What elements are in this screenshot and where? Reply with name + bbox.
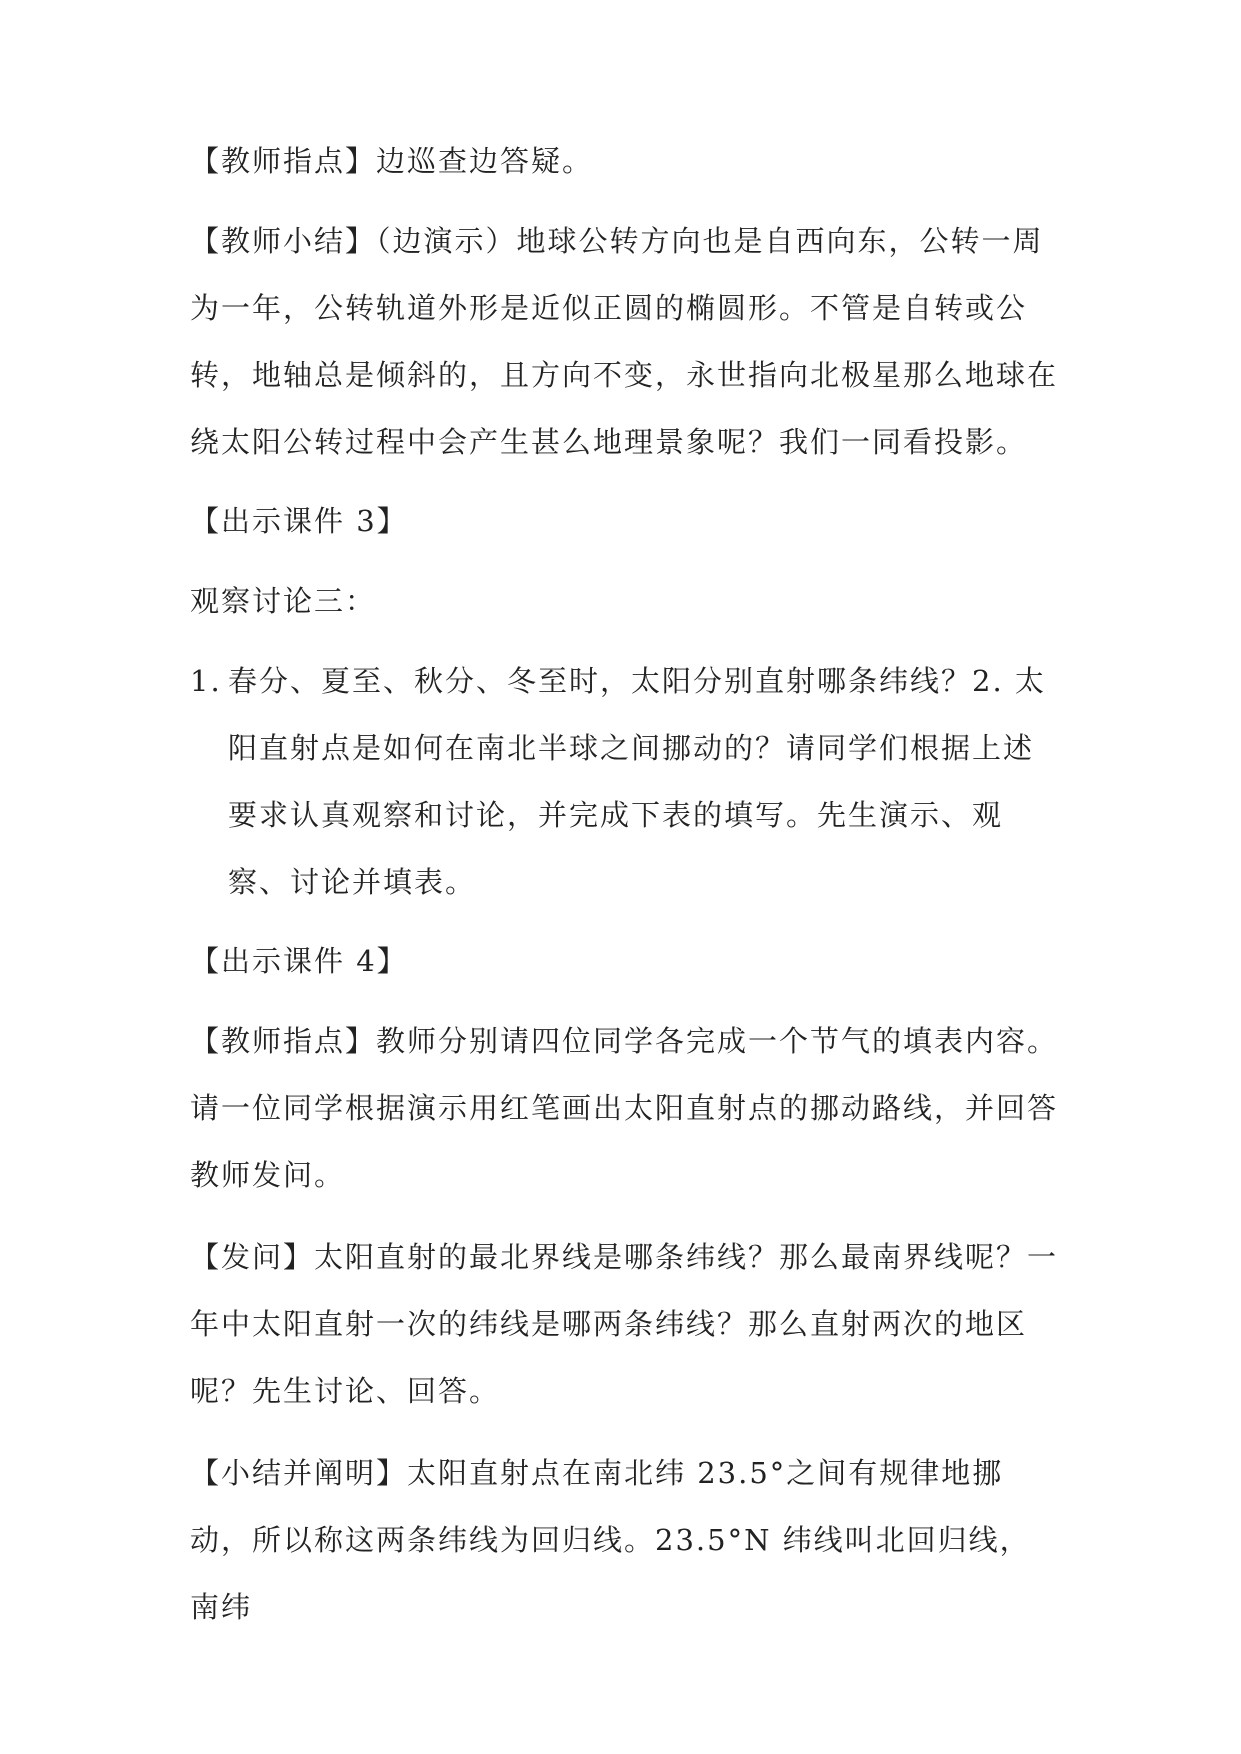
paragraph-question xyxy=(190,1224,1060,1425)
paragraph-text: 【教师小结】（边演示）地球公转方向也是自西向东，公转一周为一年，公转轨道外形是近似正圆的椭圆形。不管是自转或公转，地轴总是倾斜的，且方向不变，永世指向北极星那么地球在绕太阳公转过程中会产生甚么地理景象呢？我们一同看投影。 xyxy=(190,224,1059,459)
paragraph-text: 【教师指点】边巡查边答疑。 xyxy=(190,144,594,178)
list-number: 1. xyxy=(190,664,222,698)
paragraph-courseware-3 xyxy=(190,488,1060,555)
list-item-text: 春分、夏至、秋分、冬至时，太阳分别直射哪条纬线？2. 太阳直射点是如何在南北半球之间挪动的？请同学们根据上述要求认真观察和讨论，并完成下表的填写。先生演示、观察、讨论并填表。 xyxy=(228,664,1046,899)
paragraph-teacher-summary xyxy=(190,208,1060,476)
paragraph-teacher-guidance-1 xyxy=(190,128,1060,195)
paragraph-text: 【出示课件 4】 xyxy=(190,944,408,978)
paragraph-text: 观察讨论三： xyxy=(190,584,377,618)
paragraph-discussion-heading xyxy=(190,568,1060,635)
paragraph-text: 【发问】太阳直射的最北界线是哪条纬线？那么最南界线呢？一年中太阳直射一次的纬线是哪两条纬线？那么直射两次的地区呢？先生讨论、回答。 xyxy=(190,1240,1059,1408)
paragraph-courseware-4 xyxy=(190,928,1060,995)
paragraph-text: 【出示课件 3】 xyxy=(190,504,408,538)
paragraph-teacher-guidance-2 xyxy=(190,1008,1060,1209)
list-item-1 xyxy=(190,648,1060,916)
paragraph-text: 【小结并阐明】太阳直射点在南北纬 23.5°之间有规律地挪动，所以称这两条纬线为回归线。23.5°N 纬线叫北回归线，南纬 xyxy=(190,1456,1031,1624)
paragraph-text: 【教师指点】教师分别请四位同学各完成一个节气的填表内容。请一位同学根据演示用红笔画出太阳直射点的挪动路线，并回答教师发问。 xyxy=(190,1024,1059,1192)
paragraph-summary-explanation xyxy=(190,1440,1060,1641)
